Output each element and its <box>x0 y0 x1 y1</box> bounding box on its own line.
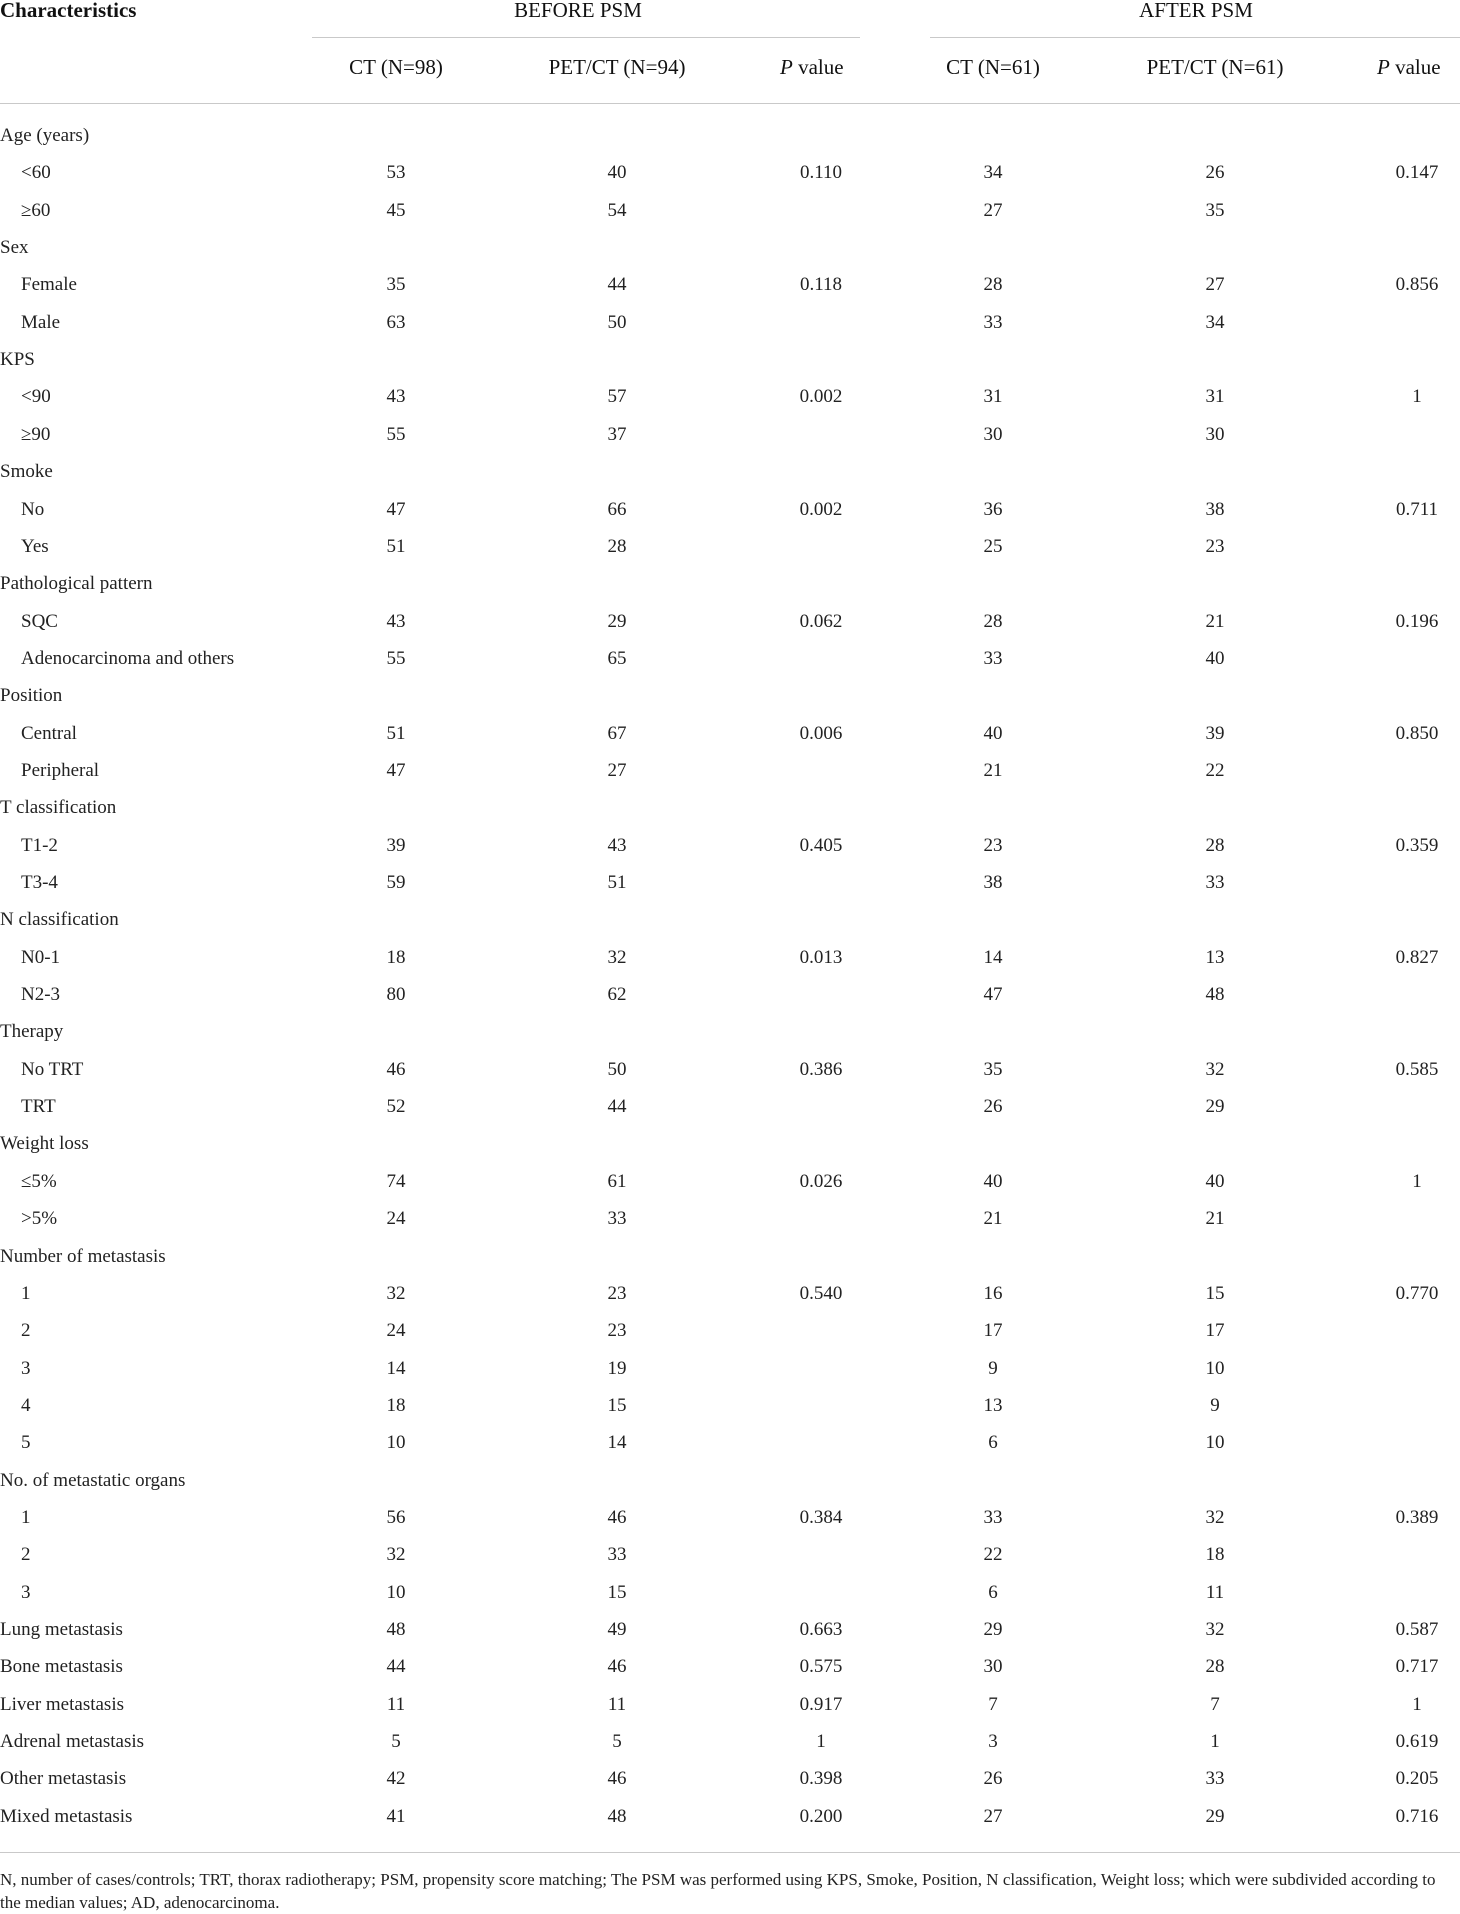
row-label: TRT <box>21 1096 56 1118</box>
table-footnote: N, number of cases/controls; TRT, thorax radiotherapy; PSM, propensity score matching; The PSM was performed using KPS, Smoke, Position, N classification, Weight loss; which were subdivided according to the median values; AD, adenocarcinoma. <box>0 1870 1436 1912</box>
row-value: 0.118 <box>799 274 843 296</box>
row-value: 6 <box>988 1581 998 1603</box>
header-characteristics: Characteristics <box>0 0 137 22</box>
row-value: 21 <box>1205 610 1225 632</box>
row-value: 35 <box>386 274 406 296</box>
row-value: 50 <box>607 1058 627 1080</box>
row-label: >5% <box>21 1208 58 1230</box>
table-row <box>0 1761 1460 1798</box>
row-value: 9 <box>988 1357 998 1379</box>
after-group-rule <box>930 37 1460 38</box>
row-value: 0.013 <box>799 946 843 968</box>
table-row <box>0 604 1460 641</box>
row-label: No. of metastatic organs <box>0 1469 186 1491</box>
row-value: 15 <box>1205 1282 1225 1304</box>
row-value: 31 <box>983 386 1003 408</box>
row-value: 0.540 <box>799 1282 843 1304</box>
row-value: 48 <box>607 1805 627 1827</box>
table-row <box>0 1612 1460 1649</box>
row-value: 40 <box>1205 647 1225 669</box>
row-value: 55 <box>386 647 406 669</box>
table-row <box>0 1126 1460 1163</box>
row-label: 5 <box>21 1432 31 1454</box>
row-label: 1 <box>21 1506 31 1528</box>
row-value: 0.026 <box>799 1170 843 1192</box>
row-label: 2 <box>21 1320 31 1342</box>
row-value: 0.856 <box>1395 274 1439 296</box>
row-label: No <box>21 498 45 520</box>
row-value: 62 <box>607 984 627 1006</box>
row-label: ≤5% <box>21 1170 57 1192</box>
row-value: 11 <box>386 1693 406 1715</box>
row-value: 0.585 <box>1395 1058 1439 1080</box>
row-label: Lung metastasis <box>0 1619 123 1640</box>
header-before-psm: BEFORE PSM <box>514 0 642 22</box>
row-value: 40 <box>983 722 1003 744</box>
row-value: 33 <box>1205 1768 1225 1790</box>
row-value: 43 <box>386 610 406 632</box>
row-label: <90 <box>21 386 51 408</box>
row-value: 6 <box>988 1432 998 1454</box>
row-value: 40 <box>607 162 627 184</box>
row-label: Age (years) <box>0 125 90 146</box>
row-value: 10 <box>386 1432 406 1454</box>
row-value: 10 <box>386 1581 406 1603</box>
row-value: 59 <box>386 872 406 893</box>
row-value: 0.359 <box>1395 834 1439 856</box>
row-value: 45 <box>386 199 406 221</box>
row-label: KPS <box>0 349 35 371</box>
table-row <box>0 940 1460 977</box>
row-value: 56 <box>386 1506 406 1528</box>
row-value: 41 <box>386 1805 406 1827</box>
row-value: 28 <box>1205 834 1225 856</box>
row-value: 18 <box>386 946 406 968</box>
row-value: 0.663 <box>799 1619 843 1640</box>
table-row <box>0 267 1460 304</box>
row-value: 48 <box>386 1619 406 1640</box>
row-value: 13 <box>983 1394 1003 1416</box>
row-value: 14 <box>386 1357 406 1379</box>
row-value: 35 <box>1205 199 1225 221</box>
row-value: 0.110 <box>799 162 843 184</box>
table-row <box>0 1500 1460 1537</box>
row-value: 0.002 <box>799 386 843 408</box>
table-row <box>0 155 1460 192</box>
row-value: 28 <box>607 535 627 557</box>
row-value: 37 <box>607 423 627 445</box>
table-row <box>0 1649 1460 1686</box>
row-label: Therapy <box>0 1021 64 1043</box>
row-label: Sex <box>0 237 29 259</box>
row-value: 52 <box>386 1096 406 1118</box>
row-value: 15 <box>607 1581 627 1603</box>
table-row <box>0 1388 1460 1425</box>
row-value: 42 <box>386 1768 406 1790</box>
row-value: 13 <box>1205 946 1225 968</box>
row-value: 26 <box>983 1768 1003 1790</box>
row-value: 32 <box>386 1544 406 1566</box>
row-value: 0.619 <box>1395 1731 1439 1753</box>
row-value: 7 <box>1210 1693 1220 1715</box>
table-row <box>0 1724 1460 1761</box>
row-value: 0.575 <box>799 1656 843 1678</box>
row-label: 1 <box>21 1282 31 1304</box>
row-value: 29 <box>607 610 627 632</box>
table-row <box>0 678 1460 715</box>
table-row <box>0 417 1460 454</box>
row-value: 29 <box>1205 1805 1225 1827</box>
row-value: 26 <box>983 1096 1003 1118</box>
row-label: Mixed metastasis <box>0 1805 133 1827</box>
row-value: 43 <box>607 834 627 856</box>
table-bottom-rule <box>0 1852 1460 1853</box>
row-value: 33 <box>607 1544 627 1566</box>
row-value: 0.711 <box>1395 498 1439 520</box>
row-value: 0.716 <box>1395 1805 1439 1827</box>
row-value: 0.827 <box>1395 946 1439 968</box>
row-label: Male <box>21 311 61 333</box>
row-value: 17 <box>1205 1320 1225 1342</box>
row-label: 4 <box>21 1394 31 1416</box>
table-row <box>0 1313 1460 1350</box>
row-value: 30 <box>1205 423 1225 445</box>
row-value: 22 <box>1205 759 1225 781</box>
row-value: 0.405 <box>799 834 843 856</box>
header-pvalue-before <box>780 55 844 80</box>
row-value: 11 <box>607 1693 627 1715</box>
row-value: 33 <box>983 1506 1003 1528</box>
row-value: 23 <box>983 834 1003 856</box>
table-row <box>0 230 1460 267</box>
row-value: 38 <box>1205 498 1225 520</box>
row-value: 0.386 <box>799 1058 843 1080</box>
p-value-label: value <box>792 55 844 79</box>
table-row <box>0 1164 1460 1201</box>
row-value: 28 <box>983 274 1003 296</box>
row-value: 1 <box>1412 386 1422 408</box>
row-value: 67 <box>607 722 627 744</box>
table-row <box>0 1239 1460 1276</box>
header-petct-after: PET/CT (N=61) <box>1146 55 1284 79</box>
row-label: SQC <box>21 610 58 632</box>
row-value: 5 <box>612 1731 622 1753</box>
row-value: 28 <box>1205 1656 1225 1678</box>
row-value: 25 <box>983 535 1003 557</box>
table-row <box>0 492 1460 529</box>
p-value-label: value <box>1389 55 1441 79</box>
table-row <box>0 1799 1460 1836</box>
row-value: 22 <box>983 1544 1003 1566</box>
row-label: T3-4 <box>21 872 58 893</box>
row-value: 80 <box>386 984 406 1006</box>
table-row <box>0 716 1460 753</box>
row-label: Position <box>0 685 63 707</box>
table-row <box>0 977 1460 1014</box>
row-value: 35 <box>983 1058 1003 1080</box>
row-value: 44 <box>607 274 627 296</box>
row-label: Smoke <box>0 461 53 483</box>
row-value: 29 <box>983 1619 1003 1640</box>
row-value: 23 <box>607 1320 627 1342</box>
row-value: 17 <box>983 1320 1003 1342</box>
row-label: Adenocarcinoma and others <box>21 647 235 669</box>
row-value: 30 <box>983 1656 1003 1678</box>
row-label: Liver metastasis <box>0 1693 124 1715</box>
table-row <box>0 1276 1460 1313</box>
row-value: 32 <box>1205 1506 1225 1528</box>
header-ct-after: CT (N=61) <box>946 55 1040 79</box>
table-row <box>0 529 1460 566</box>
row-value: 23 <box>1205 535 1225 557</box>
row-value: 21 <box>983 759 1003 781</box>
row-value: 51 <box>386 722 406 744</box>
row-value: 0.200 <box>799 1805 843 1827</box>
row-value: 1 <box>816 1731 826 1753</box>
row-value: 55 <box>386 423 406 445</box>
row-value: 1 <box>1412 1693 1422 1715</box>
table-row <box>0 1687 1460 1724</box>
row-value: 0.002 <box>799 498 843 520</box>
row-value: 54 <box>607 199 627 221</box>
row-label: N2-3 <box>21 984 61 1006</box>
row-value: 32 <box>1205 1619 1225 1640</box>
row-value: 48 <box>1205 984 1225 1006</box>
row-value: 27 <box>607 759 627 781</box>
row-label: Pathological pattern <box>0 573 153 595</box>
row-value: 40 <box>983 1170 1003 1192</box>
row-value: 30 <box>983 423 1003 445</box>
row-value: 46 <box>607 1656 627 1678</box>
row-value: 1 <box>1210 1731 1220 1753</box>
row-value: 19 <box>607 1357 627 1379</box>
row-label: Other metastasis <box>0 1768 127 1790</box>
row-value: 0.205 <box>1395 1768 1439 1790</box>
row-value: 51 <box>386 535 406 557</box>
row-value: 74 <box>386 1170 406 1192</box>
row-value: 26 <box>1205 162 1225 184</box>
table-row <box>0 1537 1460 1574</box>
row-value: 0.384 <box>799 1506 843 1528</box>
row-value: 61 <box>607 1170 627 1192</box>
header-pvalue-after <box>1377 55 1441 80</box>
row-label: 3 <box>21 1581 31 1603</box>
row-value: 0.917 <box>799 1693 843 1715</box>
row-value: 33 <box>983 647 1003 669</box>
table-row <box>0 1201 1460 1238</box>
table-row <box>0 379 1460 416</box>
header-bottom-rule <box>0 103 1460 104</box>
table-row <box>0 865 1460 902</box>
row-value: 39 <box>386 834 406 856</box>
row-value: 27 <box>983 1805 1003 1827</box>
row-label: Peripheral <box>21 759 100 781</box>
table-row <box>0 566 1460 603</box>
row-value: 10 <box>1205 1432 1225 1454</box>
p-letter: P <box>780 55 793 79</box>
row-value: 5 <box>391 1731 401 1753</box>
row-label: T classification <box>0 797 117 819</box>
row-value: 34 <box>1205 311 1225 333</box>
table-row <box>0 342 1460 379</box>
row-value: 0.850 <box>1395 722 1439 744</box>
table-row <box>0 1575 1460 1612</box>
table-row <box>0 1014 1460 1051</box>
row-value: 18 <box>386 1394 406 1416</box>
row-value: 9 <box>1210 1394 1220 1416</box>
row-value: 1 <box>1412 1170 1422 1192</box>
row-value: 27 <box>983 199 1003 221</box>
table-row <box>0 828 1460 865</box>
row-value: 51 <box>607 872 627 893</box>
table-row <box>0 454 1460 491</box>
row-value: 44 <box>607 1096 627 1118</box>
row-label: <60 <box>21 162 51 184</box>
row-value: 38 <box>983 872 1003 893</box>
row-label: T1-2 <box>21 834 58 856</box>
row-value: 28 <box>983 610 1003 632</box>
row-label: N0-1 <box>21 946 61 968</box>
row-value: 63 <box>386 311 406 333</box>
p-letter: P <box>1377 55 1390 79</box>
row-value: 29 <box>1205 1096 1225 1118</box>
table-row <box>0 305 1460 342</box>
table-row <box>0 1052 1460 1089</box>
row-value: 49 <box>607 1619 627 1640</box>
table-row <box>0 1351 1460 1388</box>
row-value: 0.389 <box>1395 1506 1439 1528</box>
row-value: 21 <box>1205 1208 1225 1230</box>
row-value: 23 <box>607 1282 627 1304</box>
table-row <box>0 1425 1460 1462</box>
row-value: 32 <box>386 1282 406 1304</box>
row-value: 57 <box>607 386 627 408</box>
row-label: Central <box>21 722 77 744</box>
row-value: 34 <box>983 162 1003 184</box>
row-value: 43 <box>386 386 406 408</box>
row-value: 11 <box>1205 1581 1225 1603</box>
row-value: 14 <box>607 1432 627 1454</box>
before-group-rule <box>312 37 860 38</box>
row-value: 0.717 <box>1395 1656 1439 1678</box>
row-value: 65 <box>607 647 627 669</box>
row-value: 47 <box>983 984 1003 1006</box>
row-value: 0.062 <box>799 610 843 632</box>
row-value: 46 <box>607 1768 627 1790</box>
row-value: 40 <box>1205 1170 1225 1192</box>
row-value: 46 <box>386 1058 406 1080</box>
row-value: 0.006 <box>799 722 843 744</box>
row-value: 39 <box>1205 722 1225 744</box>
row-value: 0.147 <box>1395 162 1439 184</box>
table-row <box>0 1089 1460 1126</box>
row-value: 14 <box>983 946 1003 968</box>
row-value: 46 <box>607 1506 627 1528</box>
row-value: 50 <box>607 311 627 333</box>
row-label: Bone metastasis <box>0 1656 123 1678</box>
table-row <box>0 753 1460 790</box>
table-row <box>0 118 1460 155</box>
table-row <box>0 790 1460 827</box>
row-label: 2 <box>21 1544 31 1566</box>
row-value: 0.196 <box>1395 610 1439 632</box>
row-value: 0.398 <box>799 1768 843 1790</box>
row-value: 7 <box>988 1693 998 1715</box>
row-value: 31 <box>1205 386 1225 408</box>
row-label: Female <box>21 274 77 296</box>
row-value: 47 <box>386 759 406 781</box>
row-value: 24 <box>386 1208 406 1230</box>
row-value: 33 <box>983 311 1003 333</box>
row-value: 3 <box>988 1731 998 1753</box>
row-value: 47 <box>386 498 406 520</box>
table-row <box>0 902 1460 939</box>
table-row <box>0 1463 1460 1500</box>
row-value: 32 <box>1205 1058 1225 1080</box>
header-after-psm: AFTER PSM <box>1139 0 1253 22</box>
row-label: N classification <box>0 909 119 931</box>
table-row <box>0 641 1460 678</box>
row-label: ≥60 <box>21 199 51 221</box>
row-value: 15 <box>607 1394 627 1416</box>
header-petct-before: PET/CT (N=94) <box>548 55 686 79</box>
row-value: 33 <box>1205 872 1225 893</box>
row-value: 33 <box>607 1208 627 1230</box>
row-value: 32 <box>607 946 627 968</box>
table-row <box>0 193 1460 230</box>
row-value: 18 <box>1205 1544 1225 1566</box>
header-ct-before: CT (N=98) <box>349 55 443 79</box>
row-value: 53 <box>386 162 406 184</box>
row-value: 27 <box>1205 274 1225 296</box>
row-value: 24 <box>386 1320 406 1342</box>
row-value: 16 <box>983 1282 1003 1304</box>
row-label: ≥90 <box>21 423 51 445</box>
row-value: 66 <box>607 498 627 520</box>
row-label: Number of metastasis <box>0 1245 166 1267</box>
row-value: 36 <box>983 498 1003 520</box>
row-label: No TRT <box>21 1058 84 1080</box>
row-label: 3 <box>21 1357 31 1379</box>
row-value: 10 <box>1205 1357 1225 1379</box>
row-value: 0.587 <box>1395 1619 1439 1640</box>
row-label: Adrenal metastasis <box>0 1731 145 1753</box>
row-label: Weight loss <box>0 1133 89 1155</box>
row-value: 21 <box>983 1208 1003 1230</box>
row-label: Yes <box>21 535 49 557</box>
row-value: 0.770 <box>1395 1282 1439 1304</box>
row-value: 44 <box>386 1656 406 1678</box>
